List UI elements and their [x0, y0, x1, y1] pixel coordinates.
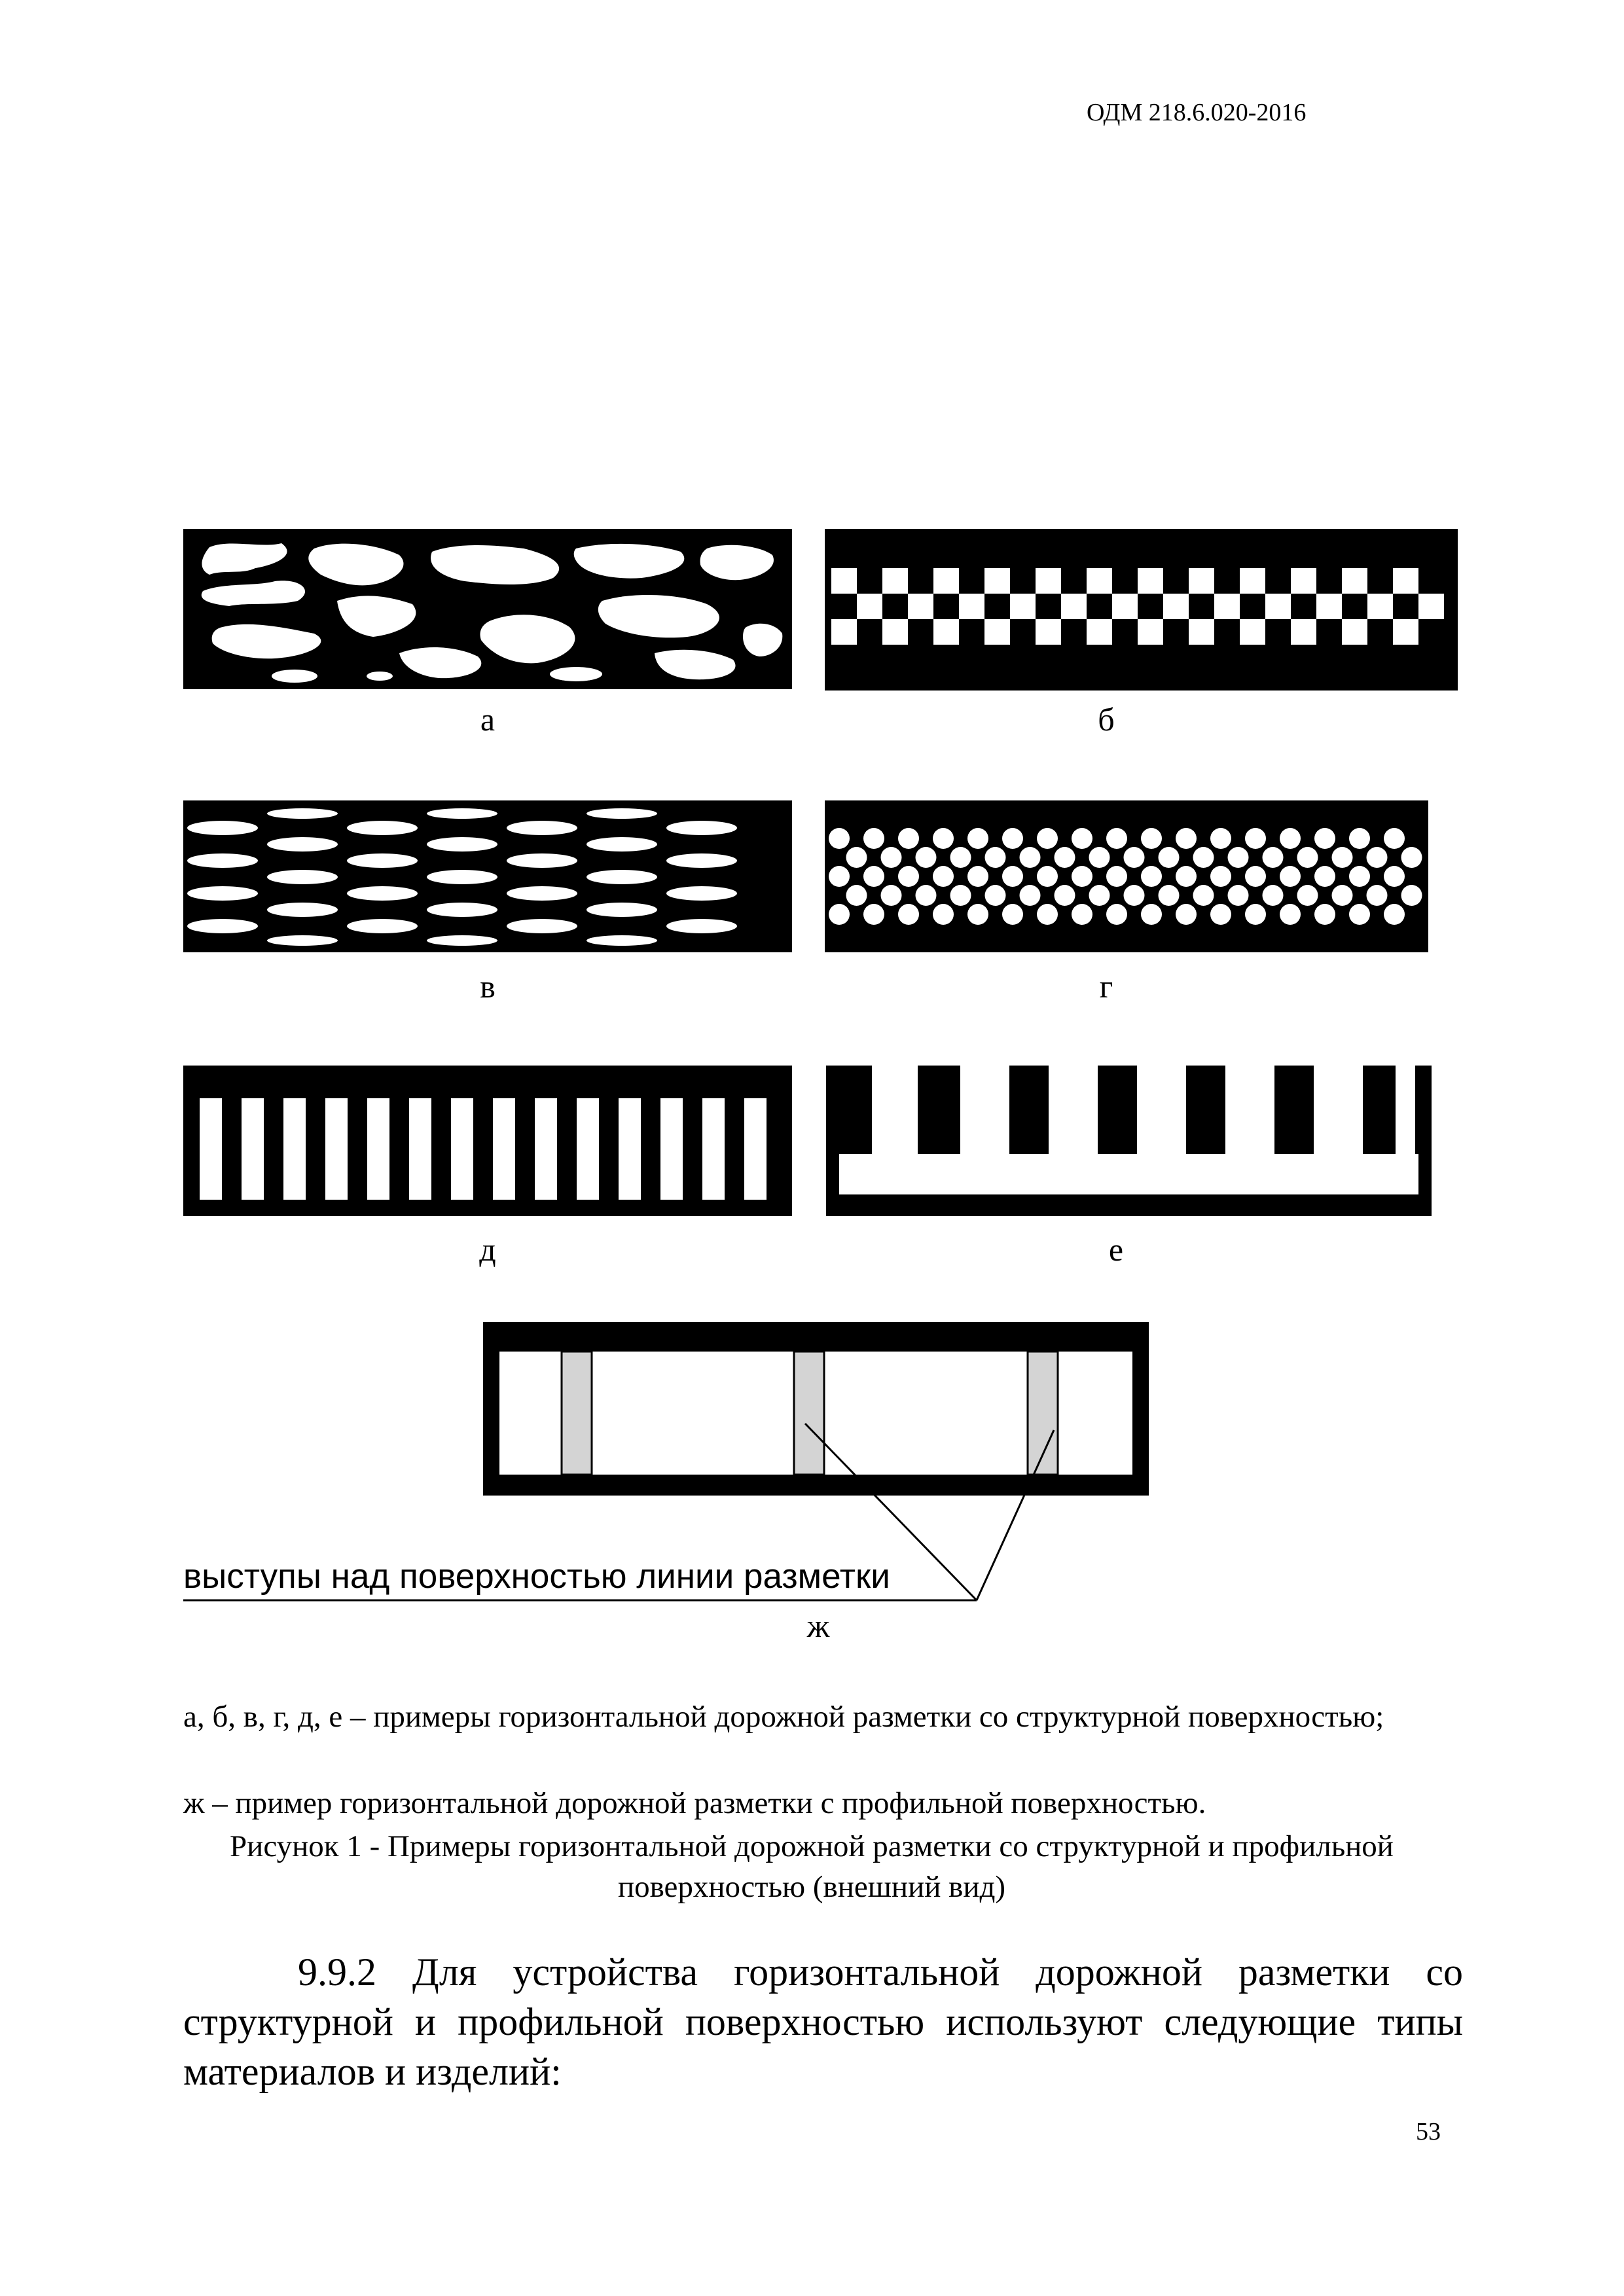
checker-square	[1265, 594, 1291, 619]
circle-dot	[1210, 866, 1231, 887]
circle-dot	[1314, 904, 1335, 925]
ellipse-dot	[347, 886, 418, 901]
white-bar	[744, 1098, 767, 1200]
circle-dot	[1002, 904, 1023, 925]
circle-dot	[1193, 847, 1214, 868]
comb-tooth	[1396, 1066, 1415, 1157]
panel-label-v: в	[480, 968, 496, 1005]
white-bar	[409, 1098, 431, 1200]
circle-dot	[1037, 904, 1058, 925]
circle-dot	[898, 828, 919, 849]
checker-square	[933, 619, 959, 645]
circle-dot	[1176, 828, 1197, 849]
checker-square	[882, 568, 908, 594]
circle-dot	[1384, 866, 1405, 887]
circle-dot	[1020, 885, 1041, 906]
circle-dot	[881, 847, 902, 868]
circle-dot	[1384, 904, 1405, 925]
checker-square	[984, 619, 1010, 645]
white-bar	[493, 1098, 515, 1200]
circle-dot	[1332, 885, 1353, 906]
circle-dot	[863, 904, 884, 925]
circle-dot	[916, 885, 937, 906]
white-bar	[660, 1098, 683, 1200]
circle-dot	[1297, 847, 1318, 868]
circle-dot	[1106, 866, 1127, 887]
checker-square	[1240, 568, 1265, 594]
circle-dot	[1263, 885, 1284, 906]
circle-dot	[1037, 828, 1058, 849]
circle-dot	[1280, 866, 1301, 887]
checker-square	[1061, 594, 1087, 619]
ellipse-dot	[347, 821, 418, 835]
ellipse-dot	[586, 837, 657, 852]
circle-dot	[1124, 847, 1145, 868]
checker-square	[1418, 594, 1444, 619]
ellipse-dot	[507, 821, 577, 835]
circle-dot	[1349, 828, 1370, 849]
pattern-panel-a	[183, 529, 792, 689]
checker-square	[908, 594, 933, 619]
circle-dot	[1141, 866, 1162, 887]
ellipse-dot	[267, 903, 338, 917]
checker-square	[1291, 619, 1316, 645]
circle-dot	[1367, 885, 1388, 906]
circle-dot	[1228, 885, 1249, 906]
circle-dot	[1349, 904, 1370, 925]
circle-dot	[933, 904, 954, 925]
ellipse-dot	[267, 808, 338, 819]
pattern-panel-d	[183, 1066, 792, 1216]
circle-dot	[1106, 904, 1127, 925]
circle-dot	[1401, 847, 1422, 868]
pattern-panel-b	[825, 529, 1458, 691]
circle-dot	[1072, 828, 1092, 849]
checker-square	[1214, 594, 1240, 619]
circle-dot	[1124, 885, 1145, 906]
ellipse-dot	[347, 853, 418, 868]
white-bar	[535, 1098, 557, 1200]
checker-square	[1087, 619, 1112, 645]
circle-dot	[1020, 847, 1041, 868]
checker-square	[1036, 568, 1061, 594]
checker-square	[1112, 594, 1138, 619]
ellipse-dot	[586, 808, 657, 819]
comb-tooth	[960, 1066, 1009, 1157]
checker-square	[857, 594, 882, 619]
ellipse-dot	[187, 886, 258, 901]
ellipse-dot	[586, 870, 657, 884]
comb-tooth	[872, 1066, 918, 1157]
circle-dot	[1106, 828, 1127, 849]
circle-dot	[1384, 828, 1405, 849]
checker-square	[1393, 568, 1418, 594]
panel-label-e: е	[1108, 1231, 1124, 1268]
circle-dot	[1280, 904, 1301, 925]
ellipse-dot	[666, 853, 737, 868]
ellipse-dot	[666, 821, 737, 835]
circle-dot	[985, 847, 1006, 868]
white-bar	[451, 1098, 473, 1200]
circle-dot	[1228, 847, 1249, 868]
checker-square	[1138, 619, 1163, 645]
ellipse-dot	[187, 919, 258, 933]
circle-dot	[846, 847, 867, 868]
circle-dot	[1367, 847, 1388, 868]
page-number: 53	[1416, 2118, 1441, 2145]
circle-dot	[1159, 885, 1180, 906]
circle-dot	[1176, 866, 1197, 887]
comb-tooth	[1049, 1066, 1098, 1157]
circle-dot	[898, 866, 919, 887]
pattern-panel-e	[826, 1066, 1432, 1216]
circle-dot	[1245, 904, 1266, 925]
circle-dot	[863, 866, 884, 887]
ellipse-dot	[427, 808, 497, 819]
circle-dot	[1176, 904, 1197, 925]
panel-label-d: д	[479, 1231, 496, 1268]
circle-dot	[1314, 866, 1335, 887]
checker-square	[1393, 619, 1418, 645]
checker-square	[984, 568, 1010, 594]
ellipse-dot	[586, 903, 657, 917]
checker-square	[1189, 619, 1214, 645]
circle-dot	[950, 885, 971, 906]
figure-caption-line-2: поверхностью (внешний вид)	[617, 1870, 1006, 1904]
circle-dot	[1401, 885, 1422, 906]
circle-dot	[1263, 847, 1284, 868]
white-bar	[619, 1098, 641, 1200]
circle-dot	[1072, 866, 1092, 887]
ellipse-dot	[267, 935, 338, 946]
white-bar	[242, 1098, 264, 1200]
circle-dot	[1210, 904, 1231, 925]
circle-dot	[1332, 847, 1353, 868]
ellipse-dot	[427, 935, 497, 946]
circle-dot	[1089, 847, 1110, 868]
ellipse-dot	[347, 919, 418, 933]
ellipse-dot	[507, 919, 577, 933]
panel-label-a: а	[480, 701, 496, 738]
circle-dot	[1245, 866, 1266, 887]
ellipse-dot	[267, 837, 338, 852]
circle-dot	[846, 885, 867, 906]
figure-legend-line-2: ж – пример горизонтальной дорожной разметки с профильной поверхностью.	[183, 1786, 1206, 1820]
white-bar	[702, 1098, 725, 1200]
circle-dot	[967, 904, 988, 925]
ellipse-dot	[427, 903, 497, 917]
checker-square	[831, 568, 857, 594]
checker-square	[1367, 594, 1393, 619]
ellipse-dot	[267, 870, 338, 884]
checker-square	[882, 619, 908, 645]
checker-square	[933, 568, 959, 594]
checker-square	[1036, 619, 1061, 645]
checker-square	[1342, 568, 1367, 594]
white-bar	[325, 1098, 348, 1200]
circle-dot	[829, 828, 850, 849]
ellipse-dot	[666, 886, 737, 901]
circle-dot	[1297, 885, 1318, 906]
checker-square	[1010, 594, 1036, 619]
white-bar	[283, 1098, 306, 1200]
ellipse-dot	[666, 919, 737, 933]
white-bar	[200, 1098, 222, 1200]
panel-label-g: г	[1099, 968, 1113, 1005]
circle-dot	[1037, 866, 1058, 887]
panel-label-b: б	[1098, 701, 1115, 738]
circle-dot	[933, 866, 954, 887]
circle-dot	[829, 866, 850, 887]
circle-dot	[1245, 828, 1266, 849]
checker-square	[1240, 619, 1265, 645]
circle-dot	[985, 885, 1006, 906]
checker-square	[1087, 568, 1112, 594]
ellipse-dot	[427, 870, 497, 884]
circle-dot	[967, 866, 988, 887]
checker-square	[1138, 568, 1163, 594]
checker-square	[1189, 568, 1214, 594]
ellipse-dot	[427, 837, 497, 852]
circle-dot	[1055, 847, 1075, 868]
body-paragraph: 9.9.2 Для устройства горизонтальной дорожной разметки со структурной и профильной поверхностью используют следующие типы материалов и изделий:	[183, 1950, 1463, 2093]
circle-dot	[829, 904, 850, 925]
checker-square	[959, 594, 984, 619]
circle-dot	[1141, 904, 1162, 925]
checker-square	[831, 619, 857, 645]
circle-dot	[967, 828, 988, 849]
circle-dot	[898, 904, 919, 925]
circle-dot	[1141, 828, 1162, 849]
pattern-panel-g	[825, 800, 1428, 952]
ellipse-dot	[586, 935, 657, 946]
panel-label-zh: ж	[806, 1607, 830, 1644]
white-bar	[367, 1098, 389, 1200]
circle-dot	[950, 847, 971, 868]
white-bar	[577, 1098, 599, 1200]
circle-dot	[1193, 885, 1214, 906]
circle-dot	[1159, 847, 1180, 868]
ellipse-dot	[507, 853, 577, 868]
comb-base	[839, 1154, 1418, 1194]
ellipse-dot	[507, 886, 577, 901]
circle-dot	[1280, 828, 1301, 849]
circle-dot	[1072, 904, 1092, 925]
protrusion-callout-text: выступы над поверхностью линии разметки	[183, 1557, 890, 1596]
circle-dot	[1314, 828, 1335, 849]
circle-dot	[1055, 885, 1075, 906]
figure-caption-line-1: Рисунок 1 - Примеры горизонтальной дорожной разметки со структурной и профильной	[230, 1829, 1394, 1863]
comb-tooth	[1137, 1066, 1186, 1157]
ellipse-dot	[187, 853, 258, 868]
checker-square	[1163, 594, 1189, 619]
circle-dot	[933, 828, 954, 849]
circle-dot	[863, 828, 884, 849]
ellipse-dot	[187, 821, 258, 835]
circle-dot	[1002, 866, 1023, 887]
checker-square	[1316, 594, 1342, 619]
staggered-circles	[829, 828, 1422, 925]
figure-legend-line-1: а, б, в, г, д, е – примеры горизонтальной дорожной разметки со структурной поверхностью;	[183, 1700, 1384, 1734]
circle-dot	[1210, 828, 1231, 849]
circle-dot	[916, 847, 937, 868]
circle-dot	[1349, 866, 1370, 887]
comb-tooth	[1314, 1066, 1363, 1157]
document-code: ОДМ 218.6.020-2016	[1087, 99, 1307, 126]
checker-square	[1291, 568, 1316, 594]
comb-tooth	[1225, 1066, 1274, 1157]
checker-square	[1342, 619, 1367, 645]
circle-dot	[881, 885, 902, 906]
pattern-panel-v	[183, 800, 792, 952]
circle-dot	[1089, 885, 1110, 906]
circle-dot	[1002, 828, 1023, 849]
